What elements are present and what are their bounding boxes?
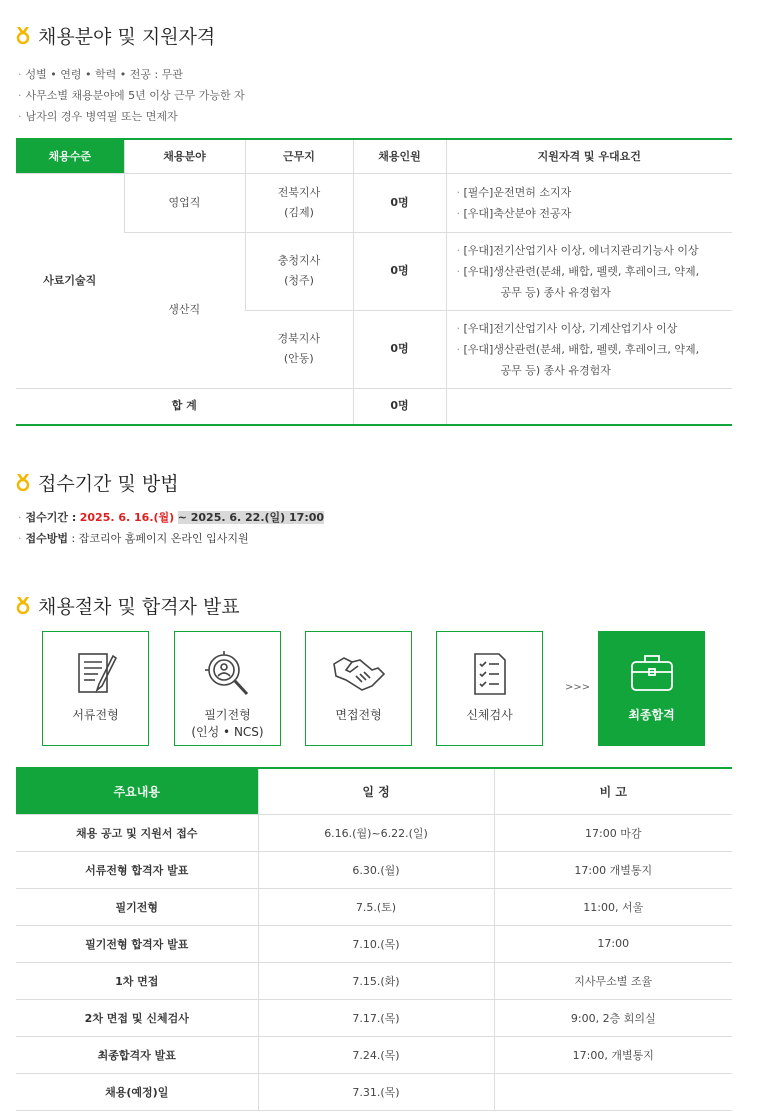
application-info xyxy=(18,507,324,549)
table-header: 지원자격 및 우대요건 xyxy=(446,139,732,173)
step-label: 면접전형 xyxy=(335,708,382,722)
table-row: 1차 면접 7.15.(화) 지사무소별 조율 xyxy=(16,962,732,999)
table-header: 비 고 xyxy=(494,768,732,814)
list-item: · 사무소별 채용분야에 5년 이상 근무 가능한 자 xyxy=(18,89,245,102)
period-label: 접수기간 : xyxy=(25,511,77,524)
requirement-cell: · [필수]운전면허 소지자 · [우대]축산분야 전공자 xyxy=(446,173,732,232)
section-title-process: 채용절차 및 합격자 발표 xyxy=(16,592,240,619)
total-row xyxy=(16,388,732,425)
recruitment-table xyxy=(16,138,732,426)
requirement-cell: · [우대]전기산업기사 이상, 기계산업기사 이상 · [우대]생산관련(분쇄, 배합, 펠렛, 후레이크, 약제, 공무 등) 종사 유경험자 xyxy=(446,310,732,388)
magnifier-person-icon xyxy=(203,650,253,698)
table-row xyxy=(16,173,732,232)
step-final-pass xyxy=(598,631,705,746)
qualification-list xyxy=(18,64,245,127)
list-item: · 접수기간 : 2025. 6. 16.(월) ~ 2025. 6. 22.(일) 17:00 xyxy=(18,511,325,524)
arrow-glyph: >>> xyxy=(565,682,591,693)
method-label: 접수방법 xyxy=(25,532,69,545)
table-header: 채용인원 xyxy=(353,139,446,173)
section-title-recruitment: 채용분야 및 지원자격 xyxy=(16,22,215,49)
period-start: 2025. 6. 16.(월) xyxy=(79,511,175,524)
location-cell: 전북지사 (김제) xyxy=(245,173,353,232)
section-title-application: 접수기간 및 방법 xyxy=(16,469,179,496)
step-medical-check xyxy=(436,631,543,746)
field-cell: 영업직 xyxy=(124,173,245,232)
document-edit-icon xyxy=(71,650,121,698)
table-header-row xyxy=(16,768,732,814)
method-value: : 잡코리아 홈페이지 온라인 입사지원 xyxy=(71,532,249,545)
table-header: 근무지 xyxy=(245,139,353,173)
table-row: 채용 공고 및 지원서 접수 6.16.(월)~6.22.(일) 17:00 마감 xyxy=(16,814,732,851)
table-header: 채용수준 xyxy=(16,139,124,173)
step-label: 서류전형 xyxy=(72,708,119,722)
empty-cell xyxy=(446,388,732,425)
level-cell: 사료기술직 xyxy=(16,173,124,388)
step-label: 필기전형 xyxy=(204,708,251,722)
table-header-row xyxy=(16,139,732,173)
list-item: · 성별 • 연령 • 학력 • 전공 : 무관 xyxy=(18,68,183,81)
period-end: ~ 2025. 6. 22.(일) 17:00 xyxy=(177,511,325,524)
step-document-screening xyxy=(42,631,149,746)
list-item: · 남자의 경우 병역필 또는 면제자 xyxy=(18,110,178,123)
table-row: 채용(예정)일 7.31.(목) xyxy=(16,1073,732,1110)
briefcase-icon xyxy=(627,650,677,698)
medal-icon xyxy=(16,27,30,44)
location-cell: 경북지사 (안동) xyxy=(245,310,353,388)
step-label: 신체검사 xyxy=(466,708,513,722)
count-cell: 0명 xyxy=(353,173,446,232)
table-row: 최종합격자 발표 7.24.(목) 17:00, 개별통지 xyxy=(16,1036,732,1073)
step-label: 최종합격 xyxy=(628,708,675,722)
total-label: 합 계 xyxy=(16,388,353,425)
handshake-icon xyxy=(332,650,386,698)
medal-icon xyxy=(16,474,30,491)
table-row: 필기전형 합격자 발표 7.10.(목) 17:00 xyxy=(16,925,732,962)
table-header: 주요내용 xyxy=(16,768,258,814)
checklist-icon xyxy=(465,650,515,698)
step-interview xyxy=(305,631,412,746)
requirement-cell: · [우대]전기산업기사 이상, 에너지관리기능사 이상 · [우대]생산관련(분쇄, 배합, 펠렛, 후레이크, 약제, 공무 등) 종사 유경험자 xyxy=(446,232,732,310)
step-sublabel: (인성 • NCS) xyxy=(191,725,264,739)
count-cell: 0명 xyxy=(353,310,446,388)
location-cell: 충청지사 (청주) xyxy=(245,232,353,310)
step-written-test xyxy=(174,631,281,746)
table-header: 채용분야 xyxy=(124,139,245,173)
table-header: 일 정 xyxy=(258,768,494,814)
schedule-table xyxy=(16,767,732,1111)
table-row xyxy=(16,232,732,310)
table-row: 2차 면접 및 신체검사 7.17.(목) 9:00, 2층 회의실 xyxy=(16,999,732,1036)
count-cell: 0명 xyxy=(353,232,446,310)
list-item: · 접수방법 : 잡코리아 홈페이지 온라인 입사지원 xyxy=(18,532,249,545)
medal-icon xyxy=(16,597,30,614)
total-count: 0명 xyxy=(353,388,446,425)
field-cell: 생산직 xyxy=(124,232,245,388)
table-row: 서류전형 합격자 발표 6.30.(월) 17:00 개별통지 xyxy=(16,851,732,888)
table-row: 필기전형 7.5.(토) 11:00, 서울 xyxy=(16,888,732,925)
